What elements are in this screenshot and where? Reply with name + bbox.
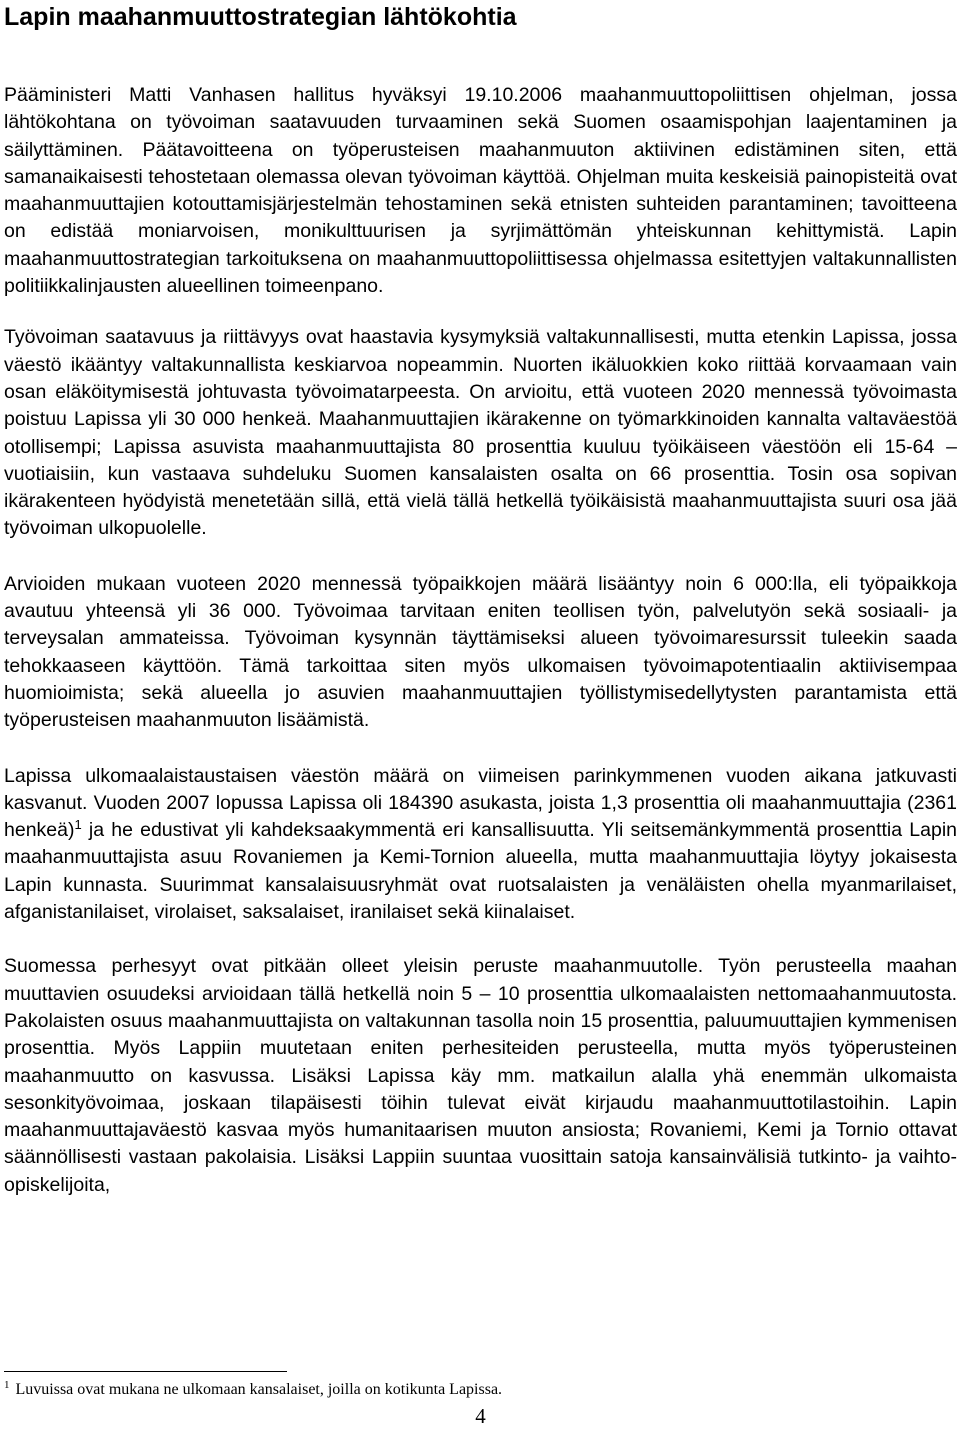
footnote-marker: 1 — [4, 1379, 10, 1391]
population-text-part-1: Lapissa ulkomaalaistaustaisen väestön määrä on viimeisen parinkymmenen vuoden aikana jatkuvasti kasvanut. Vuoden 2007 lopussa Lapissa oli 184390 asukasta, joista 1,3 prosenttia oli maahanmuuttajia (2361 henkeä) — [4, 764, 957, 842]
page-number: 4 — [475, 1404, 486, 1428]
paragraph-job-forecast: Arvioiden mukaan vuoteen 2020 mennessä työpaikkojen määrä lisääntyy noin 6 000:lla, eli työpaikkoja avautuu yhteensä yli 36 000. Työvoimaa tarvitaan eniten teollisen työn, palvelutyön sekä sosiaali- ja terveysalan ammateissa. Työvoiman kysynnän täyttämiseksi alueen työvoimaresurssit tuleekin saada tehokkaaseen käyttöön. Tämä tarkoittaa siten myös ulkomaisen työvoimapotentiaalin aktiivisempaa huomioimista; sekä alueella jo asuvien maahanmuuttajien työllistymisedellytysten parantamista että työperusteisen maahanmuuton lisäämistä. — [4, 572, 957, 732]
document-title: Lapin maahanmuuttostrategian lähtökohtia — [4, 3, 517, 31]
paragraph-labour-availability: Työvoiman saatavuus ja riittävyys ovat haastavia kysymyksiä valtakunnallisesti, mutta etenkin Lapissa, jossa väestö ikääntyy valtakunnallista keskiarvoa nopeammin. Nuorten ikäluokkien koko riittää korvaamaan vain osan eläköitymisestä johtuvasta työvoimatarpeesta. On arvioitu, että vuoteen 2020 mennessä työvoimasta poistuu Lapissa yli 30 000 henkeä. Maahanmuuttajien ikärakenne on työmarkkinoiden kannalta valtaväestöä otollisempi; Lapissa asuvista maahanmuuttajista 80 prosenttia kuuluu työikäiseen väestöön eli 15-64 –vuotiaisiin, kun vastaava suhdeluku Suomen kansalaisten osalta on 66 prosenttia. Tosin osa sopivan ikärakenteen hyödyistä menetetään sillä, että vielä tällä hetkellä työikäisistä maahanmuuttajista suuri osa jää työvoiman ulkopuolelle. — [4, 326, 957, 540]
footnote — [4, 1380, 502, 1400]
document-body — [4, 82, 957, 1199]
footnote-reference[interactable]: 1 — [74, 817, 82, 833]
paragraph-policy-program: Pääministeri Matti Vanhasen hallitus hyväksyi 19.10.2006 maahanmuuttopoliittisen ohjelman, jossa lähtökohtana on työvoiman saatavuuden turvaaminen sekä Suomen osaamispohjan laajentaminen ja säilyttäminen. Päätavoitteena on työperusteisen maahanmuuton aktiivinen edistäminen siten, että samanaikaisesti tehostetaan olemassa olevan työvoiman käyttöä. Ohjelman muita keskeisiä painopisteitä ovat maahanmuuttajien kotouttamisjärjestelmän tehostaminen sekä etnisten suhteiden parantaminen; tavoitteena on edistää moniarvoisen, monikulttuurisen ja syrjimättömän yhteiskunnan kehittymistä. Lapin maahanmuuttostrategian tarkoituksena on maahanmuuttopoliittisessa ohjelmassa esitettyjen valtakunnallisten politiikkalinjausten alueellinen toimeenpano. — [4, 84, 957, 298]
population-text-part-2: ja he edustivat yli kahdeksaakymmentä eri kansallisuutta. Yli seitsemänkymmentä prosenttia Lapin maahanmuuttajista asuu Rovaniemen ja Kemi-Tornion alueella, mutta maahanmuuttajia löytyy jokaisesta Lapin kunnasta. Suurimmat kansalaisuusryhmät ovat ruotsalaisten ja venäläisten ohella myanmarilaiset, afganistanilaiset, virolaiset, saksalaiset, iranilaiset sekä kiinalaiset. — [4, 819, 957, 924]
footnote-separator — [4, 1371, 287, 1372]
paragraph-migration-reasons: Suomessa perhesyyt ovat pitkään olleet yleisin peruste maahanmuutolle. Työn perusteella maahan muuttavien osuudeksi arvioidaan tällä hetkellä noin 5 – 10 prosenttia ulkomaalaisten nettomaahanmuutosta. Pakolaisten osuus maahanmuuttajista on valtakunnan tasolla noin 15 prosenttia, paluumuuttajien kymmenisen prosenttia. Myös Lappiin muutetaan eniten perhesiteiden perusteella, mutta myös työperusteinen maahanmuutto on kasvussa. Lisäksi Lapissa käy mm. matkailun alalla yhä enemmän ulkomaista sesonkityövoimaa, joskaan tilapäisesti töihin tulevat eivät kirjaudu maahanmuuttotilastoihin. Lapin maahanmuuttajaväestö kasvaa myös humanitaarisen muuton ansiosta; Rovaniemi, Kemi ja Tornio ottavat säännöllisesti vastaan pakolaisia. Lisäksi Lappiin suuntaa vuosittain satoja kansainvälisiä tutkinto- ja vaihto-opiskelijoita, — [4, 955, 957, 1196]
paragraph-foreign-population — [4, 763, 957, 927]
footnote-text: Luvuissa ovat mukana ne ulkomaan kansalaiset, joilla on kotikunta Lapissa. — [15, 1381, 503, 1398]
